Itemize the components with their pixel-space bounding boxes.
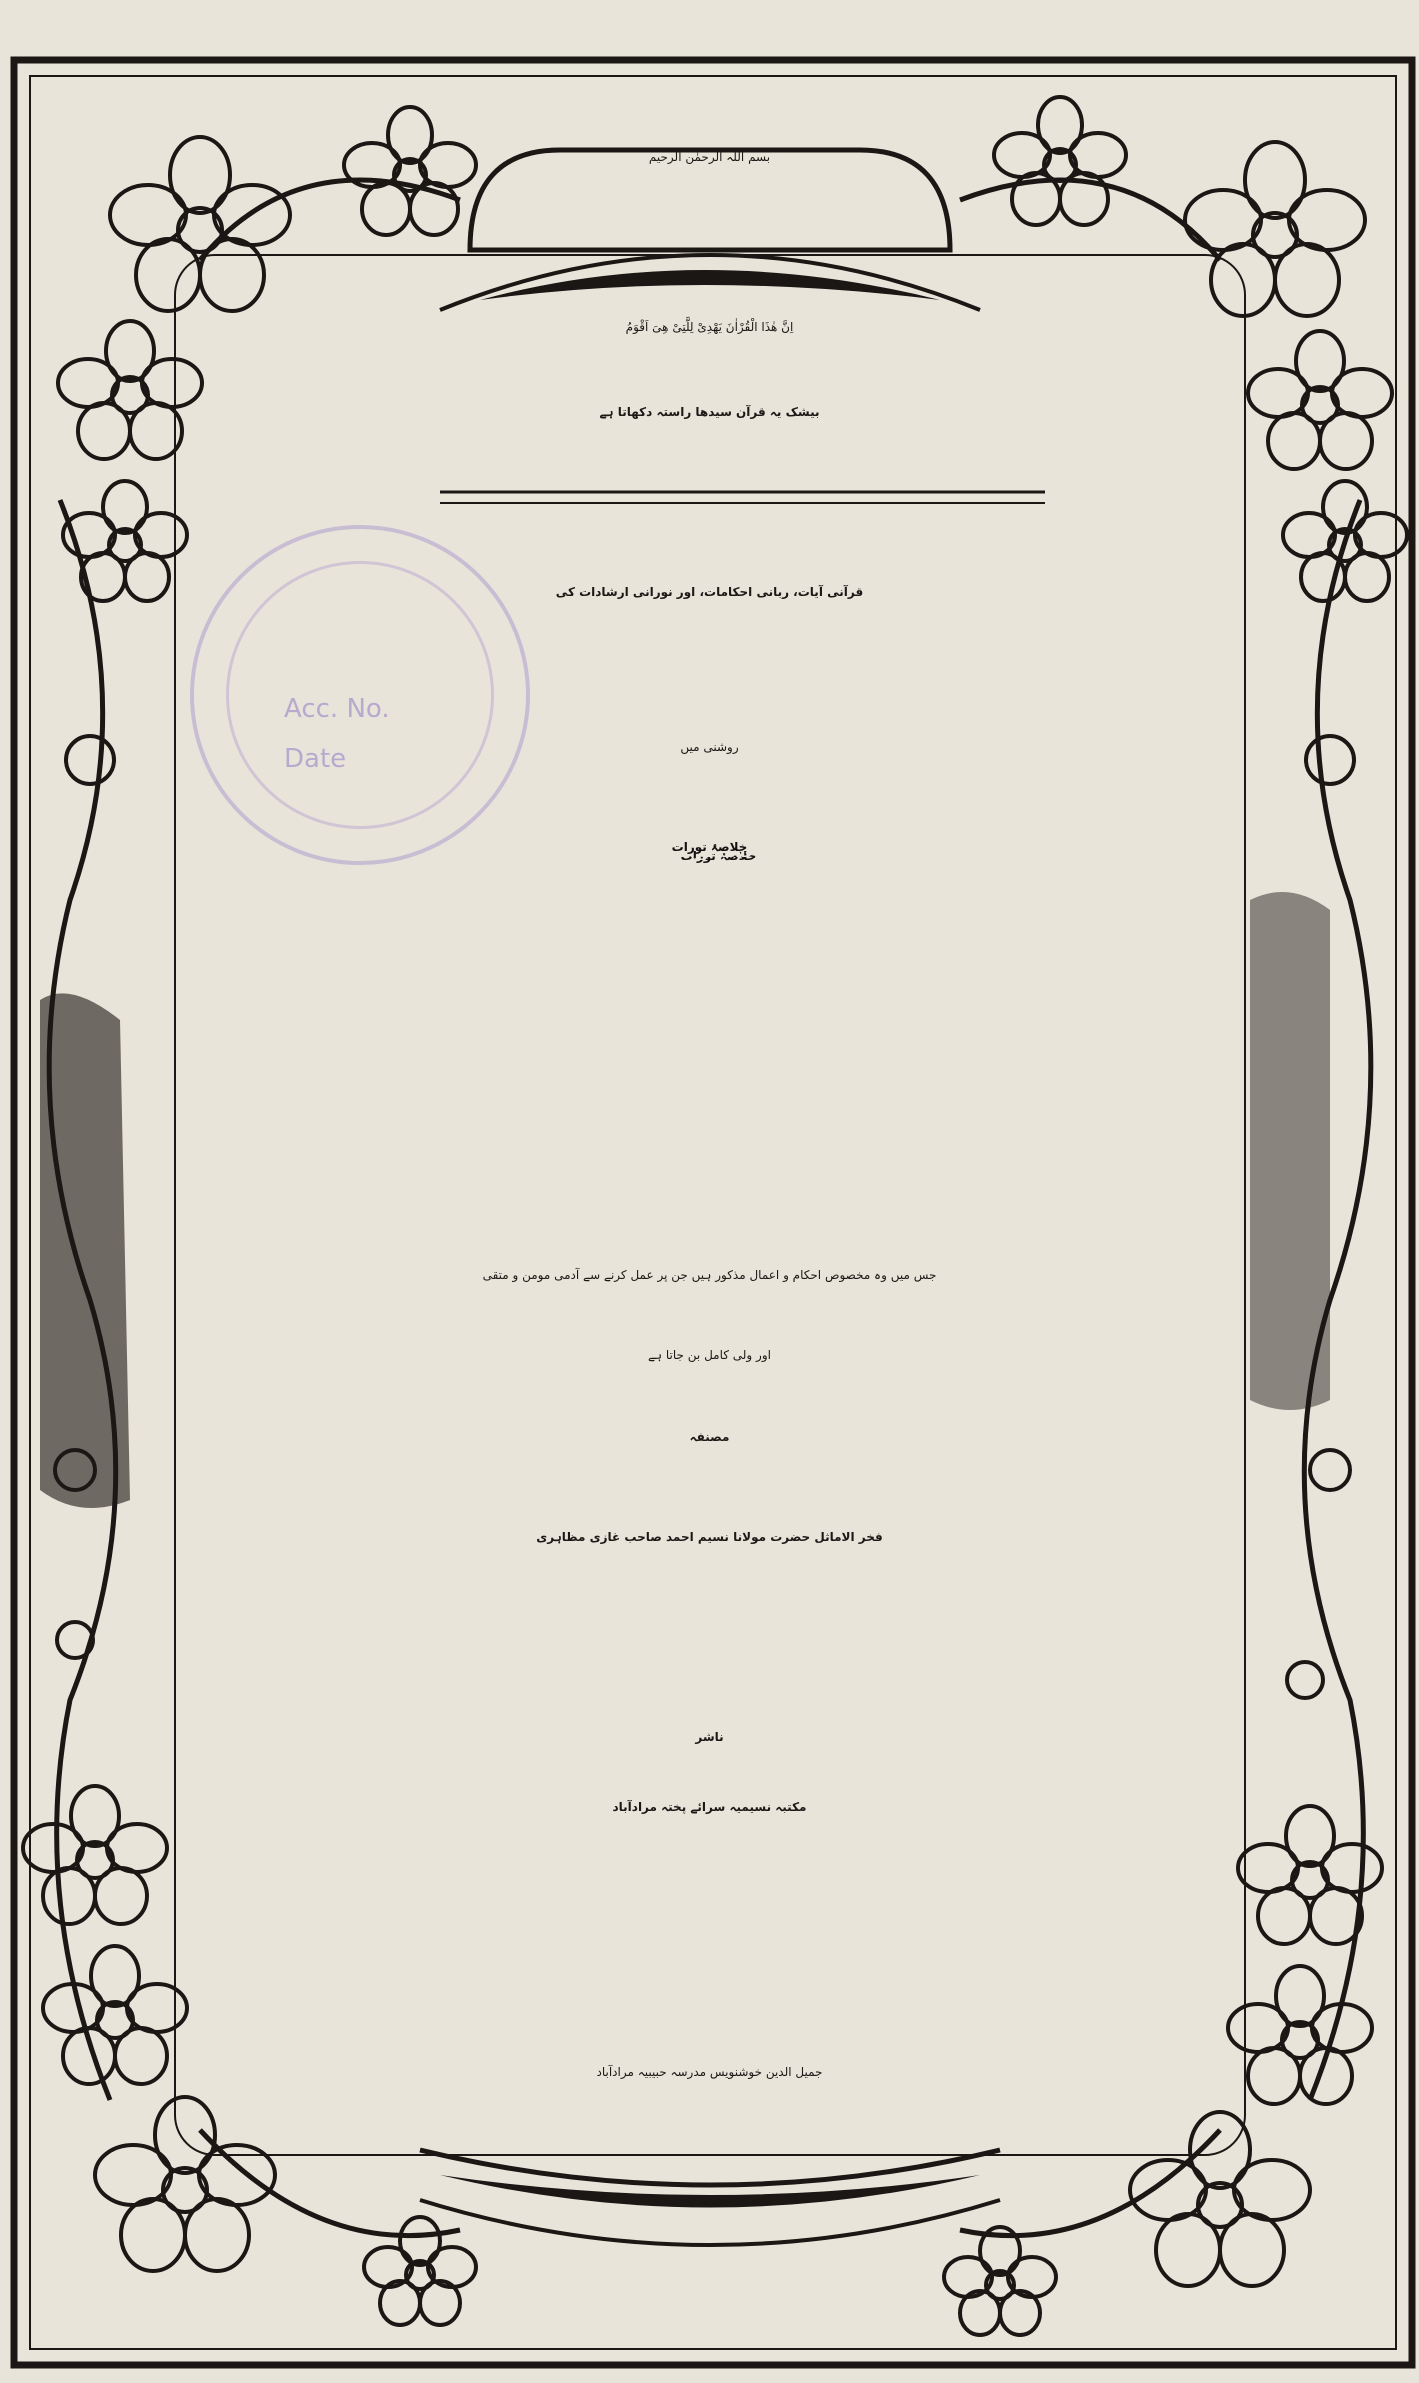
library-stamp bbox=[190, 525, 530, 865]
top-cartouche bbox=[470, 150, 950, 250]
author-name: فخر الاماثل حضرت مولانا نسیم احمد صاحب غازی مظاہری bbox=[536, 1530, 883, 1544]
intro-line-2: روشنی میں bbox=[680, 740, 739, 754]
description-line-1: جس میں وہ مخصوص احکام و اعمال مذکور ہیں جن پر عمل کرنے سے آدمی مومن و متقی bbox=[482, 1268, 937, 1282]
verse-arabic: اِنَّ ھٰذَا الْقُرْاٰنَ یَھْدِیْ لِلَّتِیْ ھِیَ اَقْوَمُ bbox=[625, 320, 794, 334]
right-side-panel bbox=[1250, 892, 1330, 1410]
intro-line-1: قرآنی آیات، ربانی احکامات، اور نورانی ارشادات کی bbox=[555, 585, 864, 599]
stamp-date-label: Date bbox=[284, 744, 347, 774]
publisher-label: ناشر bbox=[695, 1730, 724, 1744]
calligrapher-credit: جمیل الدین خوشنویس مدرسہ حبیبیہ مرادآباد bbox=[596, 2065, 823, 2079]
description-line-2: اور ولی کامل بن جاتا ہے bbox=[648, 1348, 771, 1362]
book-title: خلاصۂ تورات bbox=[671, 840, 748, 854]
basmala: بسم اللہ الرحمٰن الرحیم bbox=[648, 150, 771, 164]
publisher-name: مکتبہ نسیمیہ سرائے پختہ مرادآباد bbox=[612, 1800, 807, 1814]
author-label: مصنفہ bbox=[689, 1430, 730, 1444]
stamp-acc-label: Acc. No. bbox=[284, 694, 390, 724]
verse-translation: بیشک یہ قرآن سیدھا راستہ دکھاتا ہے bbox=[599, 405, 820, 419]
